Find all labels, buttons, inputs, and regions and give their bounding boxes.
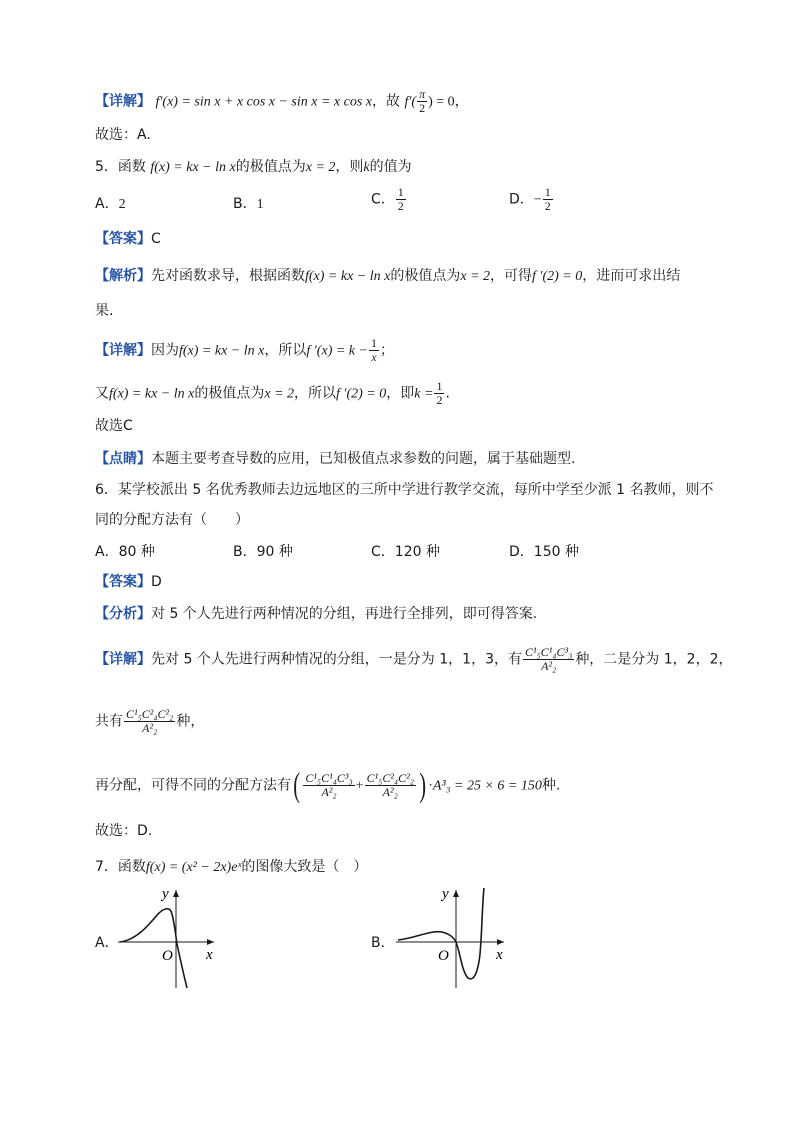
fraction-one-over-x: [369, 337, 379, 364]
fraction-denominator: A²₂: [541, 659, 557, 673]
detail-tag: 【详解】: [95, 93, 151, 110]
option-label: B．: [233, 544, 257, 560]
analysis-text: 对 5 个人先进行两种情况的分组，再进行全排列，即可得答案.: [151, 606, 538, 622]
comment-tag: 【点睛】: [95, 451, 151, 467]
fraction-denominator: 2: [397, 199, 404, 213]
curve-a: [120, 909, 187, 988]
function-formula: f(x) = (x² − 2x)eˣ: [145, 860, 242, 875]
plus-sign: +: [355, 778, 364, 794]
q6-option-d: [509, 541, 579, 561]
q5-option-b: [233, 193, 264, 213]
option-label: D．: [509, 544, 534, 560]
q5-analysis: [95, 266, 680, 287]
fraction-numerator: C¹₅C²₄C²₂: [366, 771, 414, 785]
formula-segment: f(x) = kx − ln x: [305, 269, 391, 284]
text-segment: 因为: [151, 342, 179, 359]
text-segment: 的极值点为: [235, 159, 306, 175]
analysis-tag: 【解析】: [95, 268, 151, 284]
formula-segment: k =: [414, 386, 434, 402]
text-segment: 5．函数: [95, 159, 146, 175]
text-segment: ，即: [386, 385, 415, 402]
q5-choose: 故选C: [95, 418, 133, 434]
fraction-denominator: 2: [544, 199, 551, 213]
fraction-numerator: C¹₅C²₄C²₂: [126, 707, 174, 721]
formula-segment: x = 2: [264, 386, 295, 402]
answer-value: C: [151, 231, 161, 247]
text-segment: 的极值点为: [194, 385, 265, 402]
fraction-numerator: 1: [370, 336, 377, 350]
fraction-one-half: [434, 380, 444, 407]
axis-y-label: y: [442, 886, 449, 902]
combination-fraction-1b: [303, 772, 354, 799]
formula-segment: k: [363, 160, 370, 175]
q6-total: [95, 708, 204, 735]
text-segment: 先对函数求导，根据函数: [151, 268, 305, 284]
comment-text: 本题主要考查导数的应用，已知极值点求参数的问题，属于基础题型.: [151, 451, 576, 467]
q6-analysis: [95, 604, 537, 624]
q7-graph-b: [396, 882, 510, 990]
fraction-numerator: 1: [436, 379, 443, 393]
formula-segment: f(x) = kx − ln x: [179, 343, 265, 359]
q4-detail-line: [95, 88, 469, 115]
left-paren: (: [293, 766, 301, 804]
q5-option-c: [371, 186, 407, 213]
q5-option-a: [95, 193, 126, 213]
option-value: 90 种: [256, 544, 293, 560]
q7-option-a-label: A．: [95, 935, 119, 951]
dot-operator: ·: [428, 778, 433, 794]
combination-fraction-2: [124, 708, 175, 735]
text-segment: ，故: [372, 93, 401, 110]
text-segment: ，所以: [294, 385, 337, 402]
axis-y-label: y: [162, 886, 169, 902]
q5-stem: [95, 157, 412, 178]
text-segment: ，可得: [490, 268, 533, 284]
option-fraction: [396, 186, 406, 213]
q5-also: [95, 380, 450, 407]
text-segment: 种.: [541, 777, 561, 794]
text-segment: 种，: [176, 713, 205, 730]
fraction-denominator: A²₂: [382, 785, 398, 799]
q4-choose: 故选：A.: [95, 127, 151, 143]
q6-distribution: [95, 766, 561, 804]
formula-segment: x = 2: [460, 269, 491, 284]
text-segment: 的极值点为: [390, 268, 461, 284]
q6-stem-1: 6．某学校派出 5 名优秀教师去边远地区的三所中学进行教学交流，每所中学至少派 1 名教师，则不: [95, 482, 714, 498]
q6-option-a: [95, 541, 155, 561]
derivative-formula: f′(x) = sin x + x cos x − sin x = x cos x: [155, 94, 373, 110]
detail-tag: 【详解】: [95, 342, 151, 359]
q5-option-d: [509, 186, 554, 213]
formula-segment: f′(: [404, 94, 417, 110]
text-segment: ，则: [335, 159, 364, 175]
combination-fraction-2b: [365, 772, 416, 799]
text-segment: 的图像大致是（ ）: [241, 859, 368, 875]
fraction-denominator: A²₂: [142, 721, 158, 735]
text-segment: 先对 5 个人先进行两种情况的分组，一是分为 1，1，3，有: [151, 651, 522, 668]
fraction-numerator: C¹₅C¹₄C³₃: [524, 645, 573, 659]
q7-stem: [95, 857, 367, 878]
fraction-denominator: 2: [419, 101, 426, 115]
q6-answer: [95, 572, 162, 592]
option-label: D．: [509, 191, 534, 208]
q5-answer: [95, 229, 161, 249]
fraction-denominator: A²₂: [321, 785, 337, 799]
q6-stem-2: 同的分配方法有（ ）: [95, 512, 249, 528]
option-sign: −: [533, 192, 542, 208]
answer-value: D: [151, 574, 162, 590]
q5-detail: [95, 337, 394, 364]
formula-segment: f ′(x) = k −: [306, 343, 368, 359]
formula-segment: f ′(2) = 0: [336, 386, 387, 402]
option-label: B．: [233, 196, 257, 212]
axis-x-label: x: [206, 947, 213, 963]
option-value: 1: [256, 197, 264, 212]
text-segment: ，所以: [264, 342, 307, 359]
formula-segment: x = 2: [305, 160, 336, 175]
detail-tag: 【详解】: [95, 651, 151, 668]
y-axis-arrow: [453, 890, 459, 897]
fraction-pi-over-2: [417, 88, 427, 115]
answer-tag: 【答案】: [95, 231, 151, 247]
q7-graph-a: [118, 882, 220, 990]
text-segment: 又: [95, 385, 109, 402]
q6-detail: [95, 646, 732, 673]
q6-option-b: [233, 541, 293, 561]
option-value: 120 种: [394, 544, 440, 560]
option-value: 150 种: [533, 544, 579, 560]
formula-segment: f ′(2) = 0: [532, 269, 583, 284]
analysis-tag: 【分析】: [95, 606, 151, 622]
fraction-numerator: 1: [544, 185, 551, 199]
text-segment: ；: [379, 342, 394, 359]
q6-option-c: [371, 541, 440, 561]
combination-fraction-1: [523, 646, 574, 673]
text-segment: 的值为: [369, 159, 412, 175]
option-fraction: [543, 186, 553, 213]
option-label: A．: [95, 544, 119, 560]
formula-segment: f(x) = kx − ln x: [109, 386, 195, 402]
origin-label: O: [162, 948, 173, 964]
x-axis-arrow: [207, 939, 214, 945]
fraction-denominator: 2: [436, 393, 443, 407]
formula-segment: A³₃ = 25 × 6 = 150: [432, 778, 542, 794]
axis-x-label: x: [496, 947, 503, 963]
right-paren: ): [419, 766, 426, 804]
option-value: 2: [118, 197, 126, 212]
option-value: 80 种: [118, 544, 155, 560]
q7-option-b-label: B．: [371, 935, 395, 951]
text-segment: 7．函数: [95, 859, 146, 875]
x-axis-arrow: [497, 939, 504, 945]
option-label: C．: [371, 191, 395, 208]
y-axis-arrow: [173, 890, 179, 897]
text-segment: 再分配，可得不同的分配方法有: [95, 777, 291, 794]
q6-choose: 故选：D.: [95, 823, 153, 839]
text-segment: ，进而可求出结: [582, 268, 681, 284]
text-segment: 种，二是分为 1，2，2，: [575, 651, 733, 668]
option-label: C．: [371, 544, 395, 560]
text-segment: 共有: [95, 713, 123, 730]
fraction-denominator: x: [371, 350, 377, 364]
origin-label: O: [438, 948, 449, 964]
option-label: A．: [95, 196, 119, 212]
fraction-numerator: π: [419, 87, 426, 101]
fraction-numerator: 1: [397, 185, 404, 199]
answer-tag: 【答案】: [95, 574, 151, 590]
formula-segment: ) = 0，: [428, 94, 469, 110]
text-segment: .: [445, 385, 450, 402]
fraction-numerator: C¹₅C¹₄C³₃: [305, 771, 353, 785]
curve-b: [398, 888, 484, 979]
function-formula: f(x) = kx − ln x: [150, 160, 236, 175]
q5-comment: [95, 449, 575, 469]
q5-analysis-cont: 果.: [95, 303, 114, 319]
